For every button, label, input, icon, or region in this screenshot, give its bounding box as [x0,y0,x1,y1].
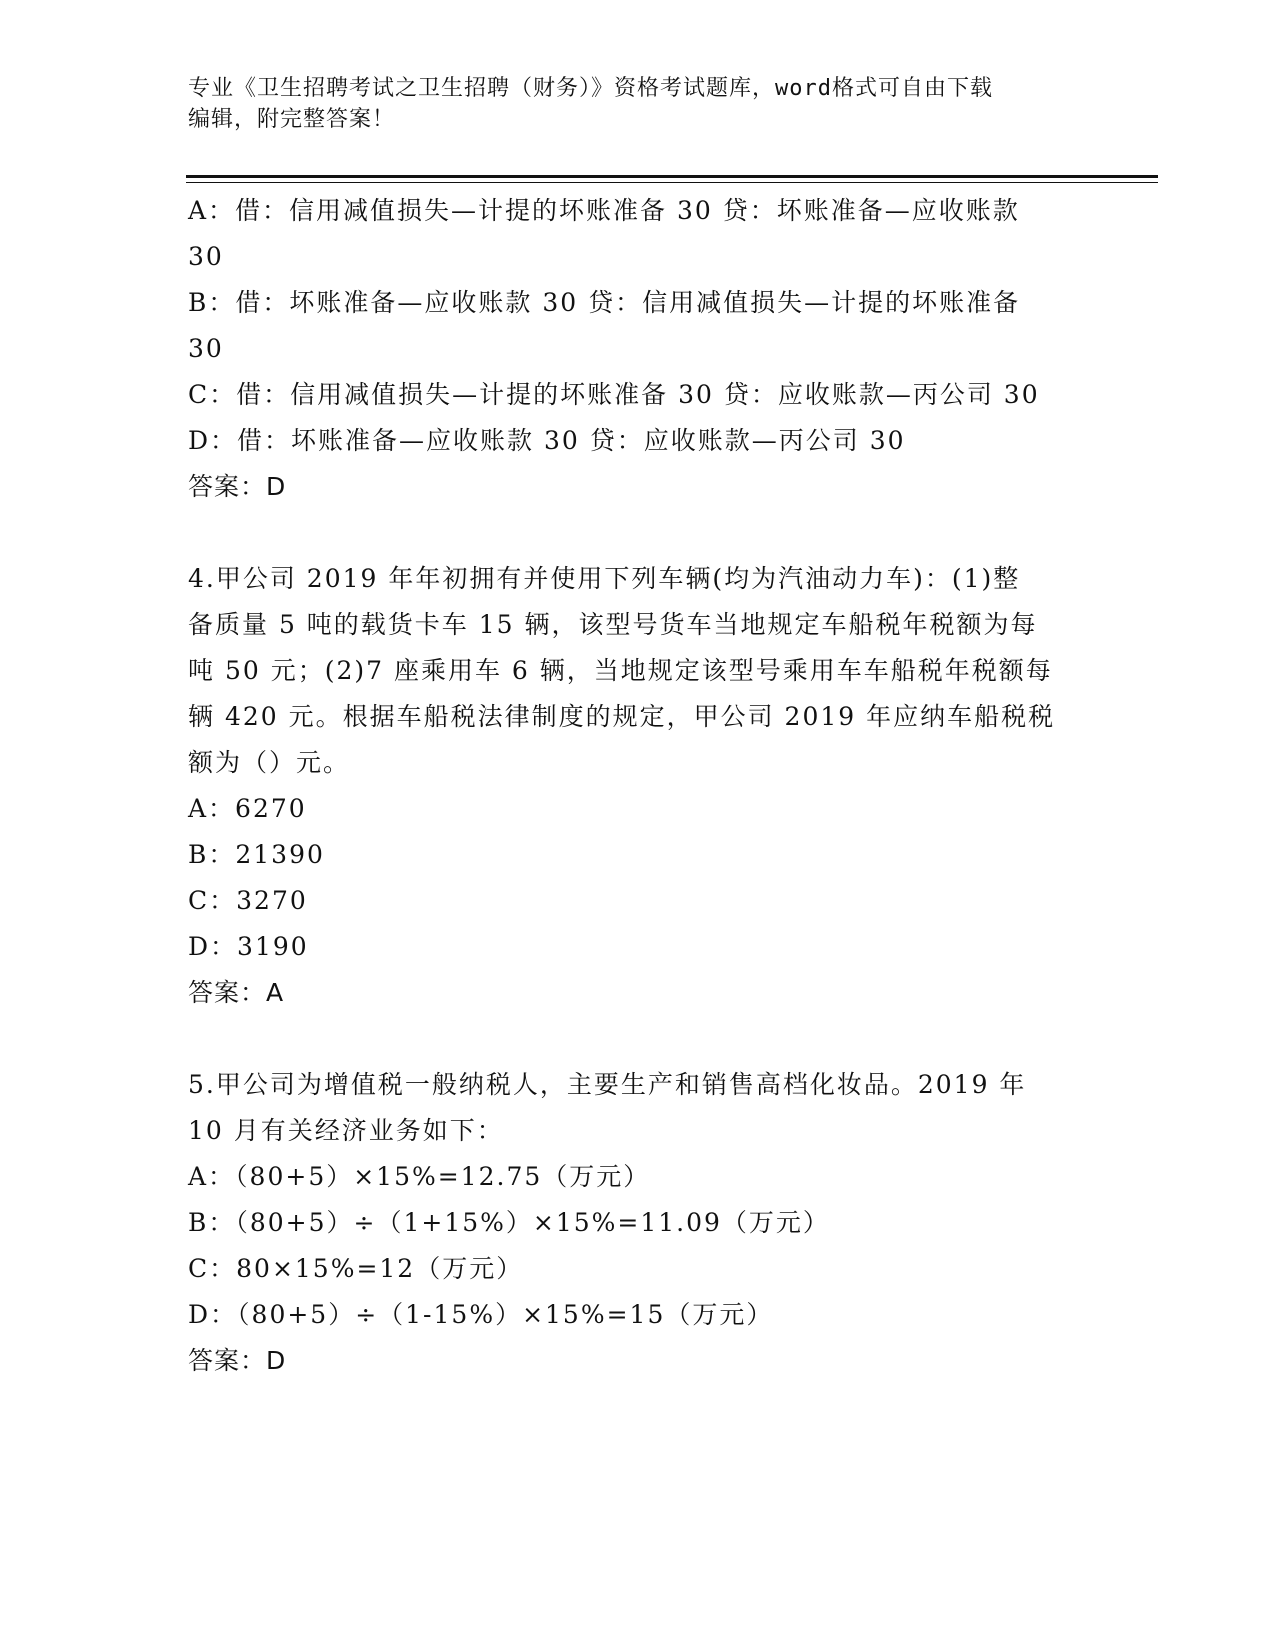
question-4 [188,556,1088,1016]
question-stem-line: 10 月有关经济业务如下： [188,1116,504,1145]
option-c: C：3270 [188,886,308,915]
option-b: B：21390 [188,840,325,869]
question-5 [188,1062,1088,1384]
question-stem-line: 4.甲公司 2019 年年初拥有并使用下列车辆(均为汽油动力车)：(1)整 [188,564,1021,593]
answer-label: 答案：A [188,978,285,1007]
option-d: D：3190 [188,932,309,961]
option-c: C：借：信用减值损失—计提的坏账准备 30 贷：应收账款—丙公司 30 [188,380,1040,409]
option-c: C：80×15%=12（万元） [188,1254,524,1283]
question-stem-line: 吨 50 元；(2)7 座乘用车 6 辆，当地规定该型号乘用车车船税年税额每 [188,656,1053,685]
option-d: D：（80+5）÷（1-15%）×15%=15（万元） [188,1300,774,1329]
answer-label: 答案：D [188,1346,287,1375]
option-a-line-2: 30 [188,242,224,271]
question-stem-line: 备质量 5 吨的载货卡车 15 辆，该型号货车当地规定车船税年税额为每 [188,610,1038,639]
question-content [188,188,1088,1384]
question-stem-line: 辆 420 元。根据车船税法律制度的规定，甲公司 2019 年应纳车船税税 [188,702,1056,731]
header-divider-thick [186,175,1158,178]
option-a: A：6270 [188,794,307,823]
option-d: D：借：坏账准备—应收账款 30 贷：应收账款—丙公司 30 [188,426,906,455]
answer-label: 答案：D [188,472,287,501]
option-b: B：（80+5）÷（1+15%）×15%=11.09（万元） [188,1208,830,1237]
spacer [188,1016,1088,1062]
question-3 [188,188,1088,510]
question-stem-line: 5.甲公司为增值税一般纳税人，主要生产和销售高档化妆品。2019 年 [188,1070,1027,1099]
question-stem-line: 额为（）元。 [188,748,351,777]
header-line-2: 编辑，附完整答案！ [188,107,396,132]
option-b-line-1: B：借：坏账准备—应收账款 30 贷：信用减值损失—计提的坏账准备 [188,288,1021,317]
option-b-line-2: 30 [188,334,224,363]
option-a-line-1: A：借：信用减值损失—计提的坏账准备 30 贷：坏账准备—应收账款 [188,196,1020,225]
header-line-1: 专业《卫生招聘考试之卫生招聘（财务）》资格考试题库，word格式可自由下载 [188,76,993,101]
header-divider-thin [186,182,1158,183]
option-a: A：（80+5）×15%=12.75（万元） [188,1162,651,1191]
document-header [188,73,1088,135]
spacer [188,510,1088,556]
